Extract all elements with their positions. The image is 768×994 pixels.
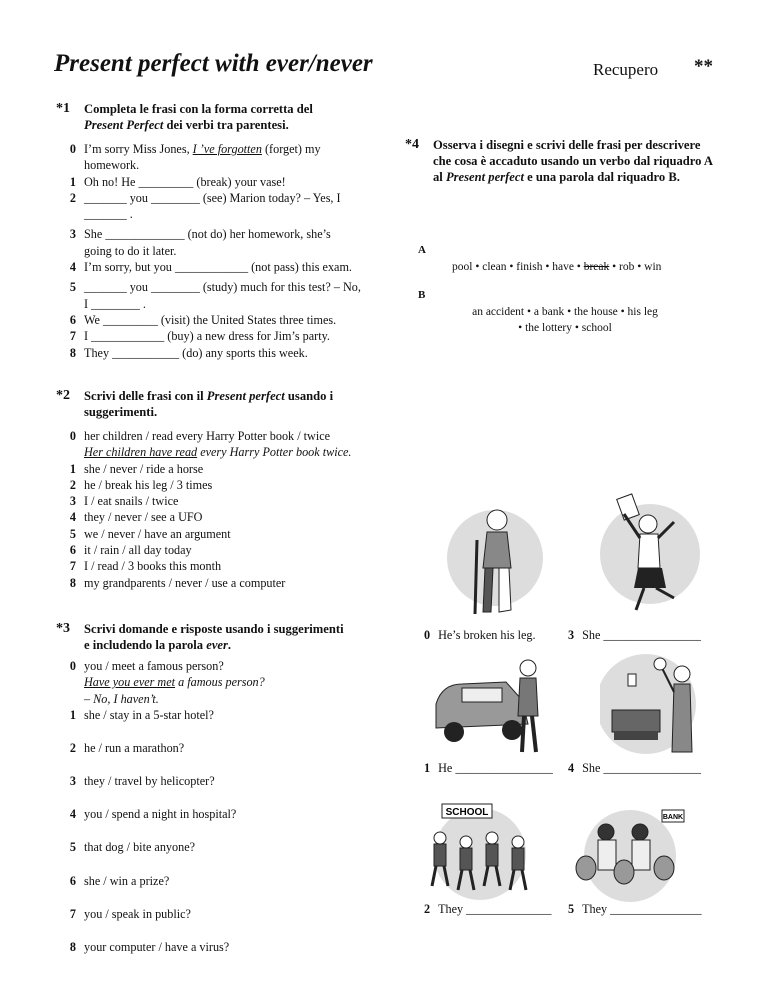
crossed-word: break	[583, 261, 610, 273]
exercise-2-items	[56, 428, 361, 591]
exercise-3-items	[56, 658, 371, 723]
difficulty-stars: **	[694, 56, 713, 77]
list-item: 6 it / rain / all day today	[69, 543, 192, 558]
cleaning-house-illustration	[600, 652, 704, 756]
school-sign-text: SCHOOL	[445, 807, 489, 818]
box-b-words: an accident • a bank • the house • his leg • the lottery • school	[472, 306, 658, 335]
list-item: 0 you / meet a famous person?	[69, 659, 224, 673]
example-answer: Have you ever met a famous person?	[84, 675, 265, 690]
caption-5: 5 They _______________	[568, 902, 702, 916]
level-label: Recupero	[593, 60, 659, 79]
list-item: 5 we / never / have an argument	[69, 526, 231, 541]
exercise-3	[56, 621, 371, 653]
car-accident-illustration	[432, 654, 552, 756]
caption-0: 0 He’s broken his leg.	[424, 628, 536, 642]
caption-2: 2 They ______________	[424, 902, 552, 916]
list-item: 6 she / win a prize?	[69, 874, 170, 888]
list-item: 3 I / eat snails / twice	[69, 494, 179, 509]
exercise-4	[405, 137, 715, 185]
caption-1: 1 He ________________	[424, 761, 553, 775]
list-item: 4 you / spend a night in hospital?	[69, 807, 237, 821]
example-answer: I ’ve forgotten	[192, 142, 262, 156]
box-a-words: pool • clean • finish • have • break • rob • win	[452, 261, 662, 273]
list-item: 8 your computer / have a virus?	[69, 940, 230, 954]
list-item: 8 my grandparents / never / use a computer	[69, 575, 286, 590]
list-item: 2 he / run a marathon?	[69, 741, 185, 755]
list-item: 6 We _________ (visit) the United States three times.	[69, 312, 337, 327]
lottery-winner-illustration	[600, 492, 700, 614]
box-a-label: A	[418, 244, 426, 256]
list-item: 3 they / travel by helicopter?	[69, 774, 215, 788]
list-item: 5 _______ you ________ (study) much for this test? – No, I ________ .	[69, 280, 361, 311]
exercise-2	[56, 388, 361, 591]
bank-robbery-illustration	[566, 802, 702, 902]
list-item: 1 she / never / ride a horse	[69, 461, 204, 476]
caption-3: 3 She ________________	[568, 628, 701, 642]
list-item: 2 he / break his leg / 3 times	[69, 477, 213, 492]
list-item: 2 _______ you ________ (see) Marion today? – Yes, I _______ .	[69, 190, 341, 222]
exercise-2-instructions: *2 Scrivi delle frasi con il Present perfect usando i suggerimenti.	[56, 388, 334, 419]
list-item: 1 she / stay in a 5-star hotel?	[69, 707, 214, 722]
broken-leg-illustration	[445, 500, 545, 618]
exercise-4-instructions: *4 Osserva i disegni e scrivi delle frasi per descrivere che cosa è accaduto usando un verbo dal riquadro A al Present perfect e una parola dal riquadro B.	[405, 137, 713, 184]
list-item: 1 Oh no! He _________ (break) your vase!	[69, 174, 286, 189]
caption-4: 4 She ________________	[568, 761, 701, 775]
exercise-3-instructions: *3 Scrivi domande e risposte usando i suggerimenti e includendo la parola ever.	[56, 621, 344, 652]
list-item: 7 you / speak in public?	[69, 907, 191, 921]
list-item: 5 that dog / bite anyone?	[69, 840, 196, 854]
list-item: 7 I / read / 3 books this month	[69, 559, 222, 574]
example-answer: Her children have read every Harry Potter book twice.	[84, 445, 352, 460]
list-item: 3 She _____________ (not do) her homework, she’s going to do it later.	[69, 227, 331, 258]
exercise-1	[56, 101, 361, 361]
exercise-1-items	[56, 141, 361, 361]
exercise-1-number: *1	[56, 101, 70, 116]
exercise-1-instructions: *1 Completa le frasi con la forma corretta del Present Perfect dei verbi tra parentesi.	[56, 101, 313, 132]
school-finished-illustration	[410, 798, 550, 900]
box-b-label: B	[418, 289, 426, 301]
list-item: 0 her children / read every Harry Potter book / twice	[69, 429, 331, 443]
list-item: 7 I ____________ (buy) a new dress for Jim’s party.	[69, 329, 330, 344]
list-item: 4 they / never / see a UFO	[69, 510, 203, 525]
list-item: 8 They ___________ (do) any sports this week.	[69, 345, 308, 360]
list-item: 4 I’m sorry, but you ____________ (not pass) this exam.	[69, 260, 352, 275]
list-item: 0 I’m sorry Miss Jones, I ’ve forgotten (forget) my homework.	[69, 142, 321, 173]
example-answer-reply: – No, I haven’t.	[84, 691, 159, 706]
page-title: Present perfect with ever/never	[54, 50, 373, 77]
bank-sign-text: BANK	[662, 814, 684, 821]
